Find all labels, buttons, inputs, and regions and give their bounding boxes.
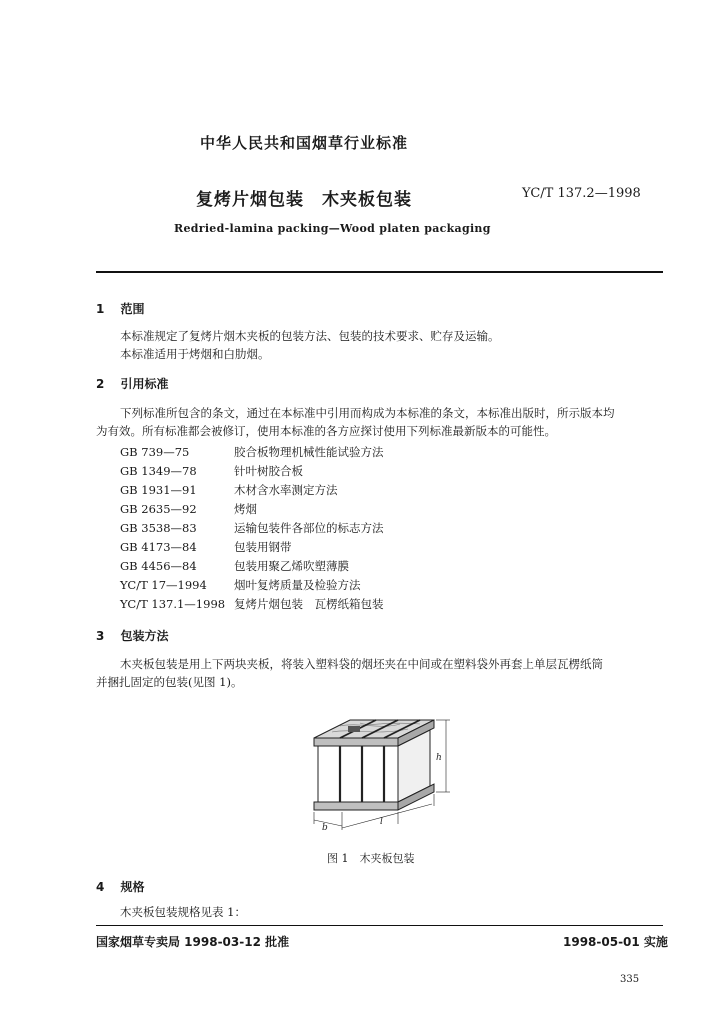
reference-code: GB 3538—83 — [120, 521, 197, 535]
effective-date: 1998-05-01 实施 — [563, 935, 668, 949]
figure-caption: 图 1 木夹板包装 — [327, 852, 415, 865]
footer-divider — [96, 925, 663, 926]
reference-code: GB 739—75 — [120, 445, 190, 459]
section-4-number: 4 — [96, 880, 105, 894]
figure-wood-platen-package — [300, 712, 460, 841]
section-1-number: 1 — [96, 302, 105, 316]
reference-code: GB 4173—84 — [120, 540, 197, 554]
dimension-l-label: l — [380, 817, 383, 827]
section-2-number: 2 — [96, 377, 105, 391]
reference-code: GB 4456—84 — [120, 559, 197, 573]
reference-item — [120, 557, 384, 576]
reference-item — [120, 519, 384, 538]
package-drawing — [300, 712, 460, 837]
reference-item — [120, 443, 384, 462]
section-3-line-1: 木夹板包装是用上下两块夹板，将装入塑料袋的烟坯夹在中间或在塑料袋外再套上单层瓦楞纸筒 — [120, 657, 603, 671]
reference-code: YC/T 137.1—1998 — [120, 597, 226, 611]
page-number: 335 — [620, 974, 640, 985]
section-3-line-2: 并捆扎固定的包装(见图 1)。 — [96, 675, 243, 689]
section-1-line-1: 本标准规定了复烤片烟木夹板的包装方法、包装的技术要求、贮存及运输。 — [120, 329, 500, 343]
reference-name: 烟叶复烤质量及检验方法 — [234, 578, 361, 592]
english-title: Redried-lamina packing—Wood platen packaging — [174, 222, 491, 235]
section-2-intro-line-2: 为有效。所有标准都会被修订，使用本标准的各方应探讨使用下列标准最新版本的可能性。 — [96, 424, 556, 438]
dimension-b-label: b — [322, 823, 328, 833]
header-divider — [96, 271, 663, 273]
section-3-number: 3 — [96, 629, 105, 643]
reference-name: 针叶树胶合板 — [234, 464, 303, 478]
standard-code: YC/T 137.2—1998 — [522, 186, 641, 201]
reference-item — [120, 576, 384, 595]
section-4-title: 规格 — [120, 880, 145, 894]
section-1-heading — [96, 300, 145, 317]
reference-item — [120, 462, 384, 481]
reference-name: 胶合板物理机械性能试验方法 — [234, 445, 384, 459]
approval-date: 国家烟草专卖局 1998-03-12 批准 — [96, 935, 290, 949]
reference-name: 复烤片烟包装 瓦楞纸箱包装 — [234, 597, 384, 611]
section-1-title: 范围 — [120, 302, 145, 316]
reference-code: YC/T 17—1994 — [120, 578, 207, 592]
reference-item — [120, 595, 384, 614]
dimension-h-label: h — [436, 753, 442, 763]
section-3-title: 包装方法 — [120, 629, 169, 643]
reference-item — [120, 500, 384, 519]
reference-list — [120, 443, 384, 614]
reference-item — [120, 481, 384, 500]
reference-item — [120, 538, 384, 557]
section-2-heading — [96, 375, 169, 392]
section-4-line-1: 木夹板包装规格见表 1： — [120, 905, 246, 919]
section-3-heading — [96, 627, 169, 644]
reference-code: GB 1349—78 — [120, 464, 197, 478]
reference-name: 木材含水率测定方法 — [234, 483, 338, 497]
section-4-heading — [96, 878, 145, 895]
reference-name: 包装用钢带 — [234, 540, 292, 554]
standard-category: 中华人民共和国烟草行业标准 — [200, 134, 409, 152]
reference-name: 包装用聚乙烯吹塑薄膜 — [234, 559, 349, 573]
document-title: 复烤片烟包装 木夹板包装 — [196, 190, 412, 210]
section-2-intro-line-1: 下列标准所包含的条文，通过在本标准中引用而构成为本标准的条文，本标准出版时，所示版本均 — [120, 406, 615, 420]
section-1-line-2: 本标准适用于烤烟和白肋烟。 — [120, 347, 270, 361]
section-2-title: 引用标准 — [120, 377, 169, 391]
reference-code: GB 1931—91 — [120, 483, 197, 497]
reference-name: 烤烟 — [234, 502, 257, 516]
reference-name: 运输包装件各部位的标志方法 — [234, 521, 384, 535]
reference-code: GB 2635—92 — [120, 502, 197, 516]
